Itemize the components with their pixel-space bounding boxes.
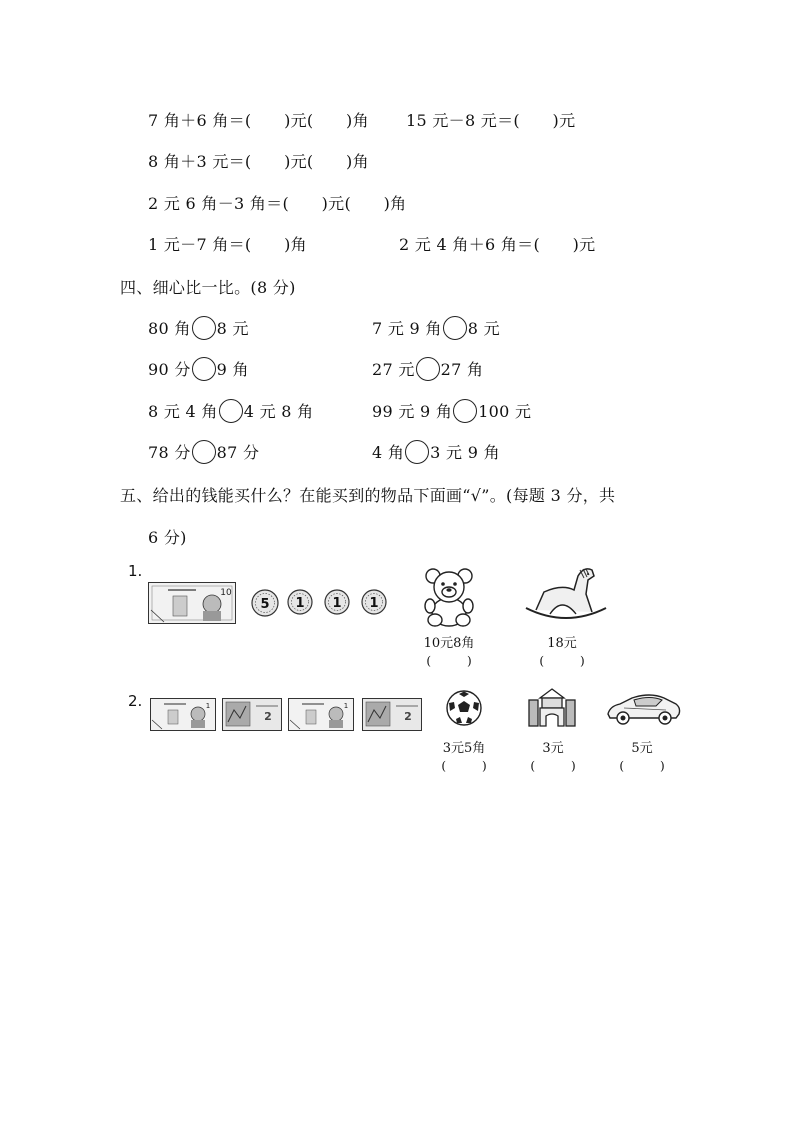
compare-circle[interactable] [192,440,216,464]
q1-item2-answer[interactable]: ( ) [539,654,585,668]
compare-item [148,357,249,381]
compare-left: 90 分 [148,360,191,379]
compare-item [372,440,500,464]
s3-row2-left: 8 角＋3 元＝( )元( )角 [148,152,369,171]
compare-item [148,440,259,464]
note-value-text: 2 [404,710,412,723]
compare-circle[interactable] [192,357,216,381]
q2-number: 2. [128,692,143,710]
s3-row1-right: 15 元－8 元＝( )元 [406,111,576,130]
compare-left: 4 角 [372,443,405,462]
compare-right: 87 分 [216,443,260,462]
q1-number: 1. [128,562,143,580]
ten-yuan-note-icon [148,582,236,624]
compare-circle[interactable] [416,357,440,381]
section5-title-line2: 6 分) [148,528,187,547]
compare-item [148,316,249,340]
compare-circle[interactable] [405,440,429,464]
compare-circle[interactable] [443,316,467,340]
one-jiao-coin-icon [324,589,350,615]
compare-left: 99 元 9 角 [372,402,453,421]
compare-right: 8 元 [216,319,249,338]
two-jiao-note-icon [362,698,422,731]
rocking-horse-icon [522,566,610,622]
teddy-bear-icon [422,566,476,628]
note-value-text: 1 [343,702,349,710]
compare-right: 8 元 [467,319,500,338]
q2-item1-answer[interactable]: ( ) [441,759,487,773]
compare-right: 100 元 [478,402,532,421]
soccer-ball-icon [446,690,482,726]
compare-right: 3 元 9 角 [430,443,500,462]
q2-item1-price: 3元5角 [442,741,486,756]
toy-car-icon [606,690,682,726]
five-jiao-coin-icon [251,589,279,617]
compare-item [372,399,531,423]
q1-item2-price: 18元 [547,636,577,651]
q2-item2-answer[interactable]: ( ) [530,759,576,773]
q2-item3-answer[interactable]: ( ) [619,759,665,773]
compare-circle[interactable] [219,399,243,423]
coin-value-text: 1 [295,596,305,611]
compare-left: 80 角 [148,319,191,338]
compare-left: 8 元 4 角 [148,402,218,421]
two-jiao-note-icon [222,698,282,731]
compare-right: 4 元 8 角 [243,402,314,421]
s3-row4-left: 1 元－7 角＝( )角 [148,235,307,254]
q1-item1-price: 10元8角 [423,636,475,651]
coin-value-text: 5 [260,597,270,612]
q2-item3-price: 5元 [631,741,653,756]
compare-left: 78 分 [148,443,191,462]
coin-value-text: 1 [332,596,342,611]
section5-title-line1: 五、给出的钱能买什么？在能买到的物品下面画“√”。(每题 3 分，共 [120,486,616,505]
compare-right: 27 角 [440,360,484,379]
compare-item [372,316,500,340]
coin-value-text: 1 [369,596,379,611]
building-blocks-icon [528,688,576,728]
one-jiao-coin-icon [287,589,313,615]
one-yuan-note-icon [288,698,354,731]
note-value-text: 1 [205,702,211,710]
compare-circle[interactable] [192,316,216,340]
compare-left: 7 元 9 角 [372,319,442,338]
compare-item [148,399,313,423]
s3-row1-left: 7 角＋6 角＝( )元( )角 [148,111,369,130]
s3-row4-right: 2 元 4 角＋6 角＝( )元 [399,235,596,254]
compare-left: 27 元 [372,360,415,379]
note-value-text: 2 [264,710,272,723]
s3-row3-left: 2 元 6 角－3 角＝( )元( )角 [148,194,407,213]
compare-right: 9 角 [216,360,249,379]
one-yuan-note-icon [150,698,216,731]
one-jiao-coin-icon [361,589,387,615]
note-value-text: 10 [220,588,232,598]
q1-item1-answer[interactable]: ( ) [426,654,472,668]
compare-circle[interactable] [453,399,477,423]
section4-title: 四、细心比一比。(8 分) [120,278,296,297]
compare-item [372,357,483,381]
q2-item2-price: 3元 [542,741,564,756]
